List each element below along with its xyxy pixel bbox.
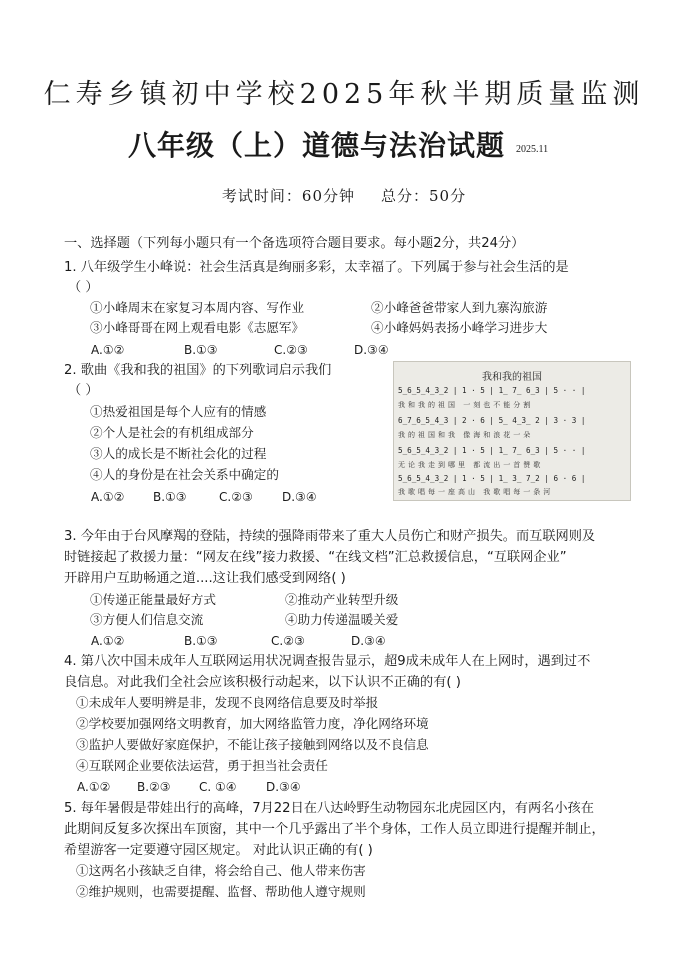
- q4-answer-c: C. ①④: [199, 780, 237, 794]
- score-notes-row: 5̲6̲5̲4̲3̲2 | 1 · 5 | 1̲ 3̲ 7̲2 | 6 · 6 |: [398, 474, 586, 483]
- q3-option-1: ①传递正能量最好方式: [90, 592, 216, 607]
- q4-option-4: ④互联网企业要依法运营，勇于担当社会责任: [76, 758, 328, 773]
- exam-date: 2025.11: [516, 144, 549, 155]
- score-notes-row: 6̲7̲6̲5̲4̲3 | 2 · 6 | 5̲ 4̲3̲ 2 | 3 · 3 |: [398, 416, 586, 425]
- q2-line-2: （ ）: [68, 383, 99, 398]
- q2-option-3: ③人的成长是不断社会化的过程: [90, 446, 267, 461]
- q4-option-2: ②学校要加强网络文明教育，加大网络监管力度，净化网络环境: [76, 716, 429, 731]
- q3-answer-a: A.①②: [91, 634, 125, 648]
- section-heading: 一、选择题（下列每小题只有一个备选项符合题目要求。每小题2分，共24分）: [64, 236, 525, 251]
- q3-line-1: 3. 今年由于台风摩羯的登陆，持续的强降雨带来了重大人员伤亡和财产损失。而互联网则及: [64, 529, 596, 544]
- q5-option-2: ②维护规则，也需要提醒、监督、帮助他人遵守规则: [76, 884, 366, 899]
- q2-answer-d: D.③④: [282, 490, 317, 504]
- q2-answer-a: A.①②: [91, 490, 125, 504]
- q3-line-3: 开辟用户互助畅通之道....这让我们感受到网络( ): [64, 571, 346, 586]
- exam-info: [0, 185, 688, 206]
- q2-option-1: ①热爱祖国是每个人应有的情感: [90, 404, 267, 419]
- total-score: 总分：50分: [381, 187, 467, 205]
- song-score-image: [393, 361, 631, 501]
- q1-answer-a: A.①②: [91, 343, 125, 357]
- score-notes-row: 5̲6̲5̲4̲3̲2 | 1 · 5 | 1̲ 7̲ 6̲3 | 5 · · |: [398, 446, 586, 455]
- q3-option-4: ④助力传递温暖关爱: [285, 612, 399, 627]
- q4-line-1: 4. 第八次中国未成年人互联网运用状况调查报告显示，超9成未成年人在上网时，遇到过不: [64, 654, 591, 669]
- q3-option-2: ②推动产业转型升级: [285, 592, 399, 607]
- q4-answer-d: D.③④: [266, 780, 301, 794]
- q4-answer-b: B.②③: [137, 780, 171, 794]
- school-title: 仁寿乡镇初中学校2025年秋半期质量监测: [43, 79, 645, 110]
- q2-option-4: ④人的身份是在社会关系中确定的: [90, 467, 279, 482]
- q3-answer-c: C.②③: [271, 634, 305, 648]
- score-notes-row: 5̲6̲5̲4̲3̲2 | 1 · 5 | 1̲ 7̲ 6̲3 | 5 · · |: [398, 386, 586, 395]
- q3-line-2: 时链接起了救援力量：“网友在线”接力救援、“在线文档”汇总救援信息，“互联网企业”: [64, 550, 567, 565]
- q4-answer-a: A.①②: [77, 780, 111, 794]
- subject-title: 八年级（上）道德与法治试题: [128, 129, 506, 162]
- q1-line-2: （ ）: [68, 280, 99, 295]
- q2-line-1: 2. 歌曲《我和我的祖国》的下列歌词启示我们: [64, 363, 332, 378]
- q4-line-2: 良信息。对此我们全社会应该积极行动起来，以下认识不正确的有( ): [64, 675, 461, 690]
- q1-answer-c: C.②③: [274, 343, 308, 357]
- q5-line-3: 希望游客一定要遵守园区规定。 对此认识正确的有( ): [64, 843, 373, 858]
- q2-option-2: ②个人是社会的有机组成部分: [90, 425, 254, 440]
- q2-answer-b: B.①③: [153, 490, 187, 504]
- q4-option-3: ③监护人要做好家庭保护，不能让孩子接触到网络以及不良信息: [76, 737, 429, 752]
- q1-answer-b: B.①③: [184, 343, 218, 357]
- q1-option-1: ①小峰周末在家复习本周内容、写作业: [90, 300, 305, 315]
- q1-answers: [91, 342, 389, 358]
- q3-answer-b: B.①③: [184, 634, 218, 648]
- q1-option-2: ②小峰爸爸带家人到九寨沟旅游: [371, 300, 548, 315]
- score-lyric-row: 我歌唱每一座高山 我歌唱每一条河: [398, 488, 554, 496]
- score-lyric-row: 无论我走到哪里 都流出一首赞歌: [398, 461, 544, 469]
- q1-answer-d: D.③④: [354, 343, 389, 357]
- q1-line-1: 1. 八年级学生小峰说：社会生活真是绚丽多彩，太幸福了。下列属于参与社会生活的是: [64, 260, 569, 275]
- score-lyric-row: 我和我的祖国 一刻也不能分割: [398, 401, 534, 409]
- q3-option-3: ③方便人们信息交流: [90, 612, 204, 627]
- q1-option-3: ③小峰哥哥在网上观看电影《志愿军》: [90, 320, 305, 335]
- q4-option-1: ①未成年人要明辨是非，发现不良网络信息要及时举报: [76, 695, 379, 710]
- q2-answers: [91, 489, 317, 505]
- q1-option-4: ④小峰妈妈表扬小峰学习进步大: [371, 320, 548, 335]
- q3-answer-d: D.③④: [351, 634, 386, 648]
- score-title: 我和我的祖国: [482, 372, 542, 383]
- q2-answer-c: C.②③: [219, 490, 253, 504]
- q5-line-2: 此期间反复多次探出车顶窗，其中一个几乎露出了半个身体，工作人员立即进行提醒并制止，: [64, 822, 605, 837]
- q5-line-1: 5. 每年暑假是带娃出行的高峰，7月22日在八达岭野生动物园东北虎园区内，有两名小孩在: [64, 801, 594, 816]
- q5-option-1: ①这两名小孩缺乏自律，将会给自己、他人带来伤害: [76, 863, 366, 878]
- q3-answers: [91, 633, 386, 649]
- exam-time: 考试时间：60分钟: [221, 187, 355, 205]
- q4-answers: [77, 779, 301, 795]
- score-lyric-row: 我的祖国和我 像海和浪花一朵: [398, 431, 534, 439]
